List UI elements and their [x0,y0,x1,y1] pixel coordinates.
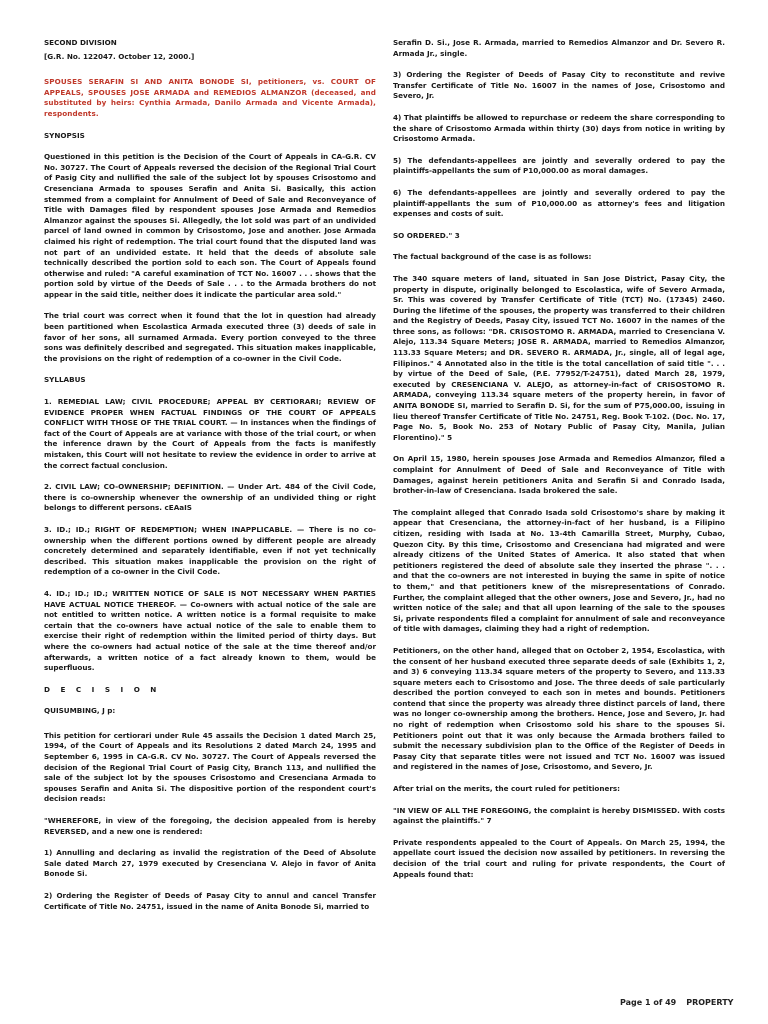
body-paragraph: 3) Ordering the Register of Deeds of Pasay City to reconstitute and revive Transfer Certificate of Title No. 16007 in the names of Jose, Crisostomo and Severo, Jr. [393,70,725,101]
ponente: QUISUMBING, J p: [44,706,116,716]
syllabus-item [44,589,376,674]
body-paragraph: Serafin D. Si., Jose R. Armada, married to Remedios Almanzor and Dr. Severo R. Armada Jr., single. [393,38,725,58]
syllabus-item-lead: 2. CIVIL LAW; CO-OWNERSHIP; DEFINITION. [44,482,224,492]
syllabus-item-body: — Co-owners with actual notice of the sale are not entitled to written notice. A written notice is a formal requisite to make certain that the co-owners have actual notice of the sale to enable them to exercise their right of redemption within the limited period of thirty days. But where the co-owners had actual notice of the sale at the time thereof and/or afterwards, a written notice of a fact already known to them, would be superfluous. [44,599,376,673]
body-paragraph: "IN VIEW OF ALL THE FOREGOING, the complaint is hereby DISMISSED. With costs against the plaintiffs." 7 [393,805,725,826]
syllabus-item-body: — Under Art. 484 of the Civil Code, there is co-ownership whenever the ownership of an undivided thing or right belongs to different persons. cEAaIS [44,482,376,513]
case-parties: SPOUSES SERAFIN SI AND ANITA BONODE SI, petitioners, vs. COURT OF APPEALS, SPOUSES JOSE ARMADA and REMEDIOS ALMANZOR (deceased, and substituted by heirs: Cynthia Armada, Danilo Armada and Vicente Armada), respondents. [44,77,376,118]
body-paragraph: After trial on the merits, the court ruled for petitioners: [393,784,621,794]
body-paragraph: 6) The defendants-appellees are jointly and severally ordered to pay the plaintiff-appellants the sum of P10,000.00 as attorney's fees and litigation expenses and costs of suit. [393,187,725,219]
syllabus-item-lead: 3. ID.; ID.; RIGHT OF REDEMPTION; WHEN INAPPLICABLE. [44,524,293,534]
decision-heading: D E C I S I O N [44,684,161,694]
page-number: Page 1 of 49 [620,998,677,1007]
syllabus-item-body: — There is no co-ownership when the different portions owned by different people are already concretely determined and separately identifiable, even if not yet technically described. This situation makes inapplicable the provision on the right of redemption of a co-owner in the Civil Code. [44,524,376,577]
syllabus-heading: SYLLABUS [44,375,86,385]
body-paragraph: The factual background of the case is as follows: [393,252,592,262]
body-paragraph: On April 15, 1980, herein spouses Jose Armada and Remedios Almanzor, filed a complaint for Annulment of Deed of Sale and Reconveyance of Title with Damages, against herein petitioners Anita and Serafin Si and Conrado Isada, brother-in-law of Cresenciana. Isada brokered the sale. [393,454,725,496]
body-paragraph: Petitioners, on the other hand, alleged that on October 2, 1954, Escolastica, with the consent of her husband executed three separate deeds of sale (Exhibits 1, 2, and 3) 6 conveying 113.34 square meters of the property to Severo, and 113.33 square meters each to Crisostomo and Jose. The three deeds of sale particularly described the portion conveyed to each son in metes and bounds. Petitioners contend that since the property was already three distinct parcels of land, there was no longer co-ownership among the brothers. Hence, Jose and Severo, Jr. had no right of redemption when Crisostomo sold his share to the spouses Si. Petitioners point out that it was only because the Armada brothers failed to submit the necessary subdivision plan to the Office of the Register of Deeds in Pasay City that separate titles were not issued and TCT No. 16007 was issued and registered in the names of Jose, Crisostomo, and Severo, Jr. [393,645,725,772]
right-column [393,38,725,891]
body-paragraph: The 340 square meters of land, situated in San Jose District, Pasay City, the property in dispute, originally belonged to Escolastica, wife of Severo Armada, Sr. This was covered by Transfer Certificate of Title (TCT) No. (17345) 2460. During the lifetime of the spouses, the property was transferred to their children and the Registry of Deeds, Pasay City, issued TCT No. 16007 in the names of the three sons, as follows: "DR. CRISOSTOMO R. ARMADA, married to Cresenciana V. Alejo, 113.34 Square Meters; JOSE R. ARMADA, married to Remedios Almanzor, 113.33 Square Meters; and DR. SEVERO R. ARMADA, Jr., single, all of legal age, Filipinos." 4 Annotated also in the title is the total cancellation of said title ". . . by virtue of the Deed of Sale, (P.E. 77952/T-24751), dated March 28, 1979, executed by CRESENCIANA V. ALEJO, as attorney-in-fact of CRISOSTOMO R. ARMADA, conveying 113.34 square meters of the property herein, in favor of ANITA BONODE SI, married to Serafin D. Si, for the sum of P75,000.00, issuing in lieu thereof Transfer Certificate of Title No. 24751, Reg. Book T-102. (Doc. No. 17, Page No. 5, Book No. 253 of Notary Public of Pasay City, Manila, Julian Florentino)." 5 [393,273,725,442]
footer-label: PROPERTY [686,998,734,1007]
synopsis-paragraph: The trial court was correct when it found that the lot in question had already been partitioned when Escolastica Armada executed three (3) deeds of sale in favor of her sons, all surnamed Armada. Every portion conveyed to the three sons was definitely described and segregated. This situation makes inapplicable, the provisions on the right of redemption of a co-owner in the Civil Code. [44,311,376,363]
decision-paragraph: 2) Ordering the Register of Deeds of Pasay City to annul and cancel Transfer Certificate of Title No. 24751, issued in the name of Anita Bonode Si, married to [44,891,376,911]
body-paragraph: Private respondents appealed to the Court of Appeals. On March 25, 1994, the appellate court issued the decision now assailed by petitioners. In reversing the decision of the trial court and ruling for private respondents, the Court of Appeals found that: [393,837,725,879]
syllabus-item [44,525,376,578]
body-paragraph: The complaint alleged that Conrado Isada sold Crisostomo's share by making it appear that Cresenciana, the attorney-in-fact of her husband, is a Filipino citizen, residing with Isada at No. 13-4th Camarilla Street, Murphy, Cubao, Quezon City. By this time, Crisostomo and Cresenciana had migrated and were already citizens of the United States of America. It also stated that when petitioners registered the deed of absolute sale they inserted the phrase ". . . and that the co-owners are not interested in buying the same in spite of notice to them," and that petitioners knew of the misrepresentations of Conrado. Further, the complaint alleged that the other owners, Jose and Severo, Jr., had no written notice of the sale; and that all upon learning of the sale to the spouses Si, private respondents filed a complaint for annulment of sale and reconveyance of title with damages, claiming they had a right of redemption. [393,507,725,634]
body-paragraph: SO ORDERED." 3 [393,230,460,240]
page-footer [620,998,743,1007]
syllabus-item [44,397,376,471]
decision-paragraph: 1) Annulling and declaring as invalid the registration of the Deed of Absolute Sale dated March 27, 1979 executed by Cresenciana V. Alejo in favor of Anita Bonode Si. [44,848,376,879]
body-paragraph: 5) The defendants-appellees are jointly and severally ordered to pay the plaintiffs-appellants the sum of P10,000.00 as moral damages. [393,155,725,176]
syllabus-item-lead: 1. REMEDIAL LAW; CIVIL PROCEDURE; APPEAL BY CERTIORARI; REVIEW OF EVIDENCE PROPER WHEN FACTUAL FINDINGS OF THE COURT OF APPEALS CONFLICT WITH THOSE OF THE TRIAL COURT. [44,397,376,428]
syllabus-item-body: — In instances when the findings of fact of the Court of Appeals are at variance with those of the trial court, or when the inference drawn by the Court of Appeals from the facts is manifestly mistaken, this Court will not hesitate to review the evidence in order to arrive at the correct factual conclusion. [44,418,376,470]
decision-paragraph: "WHEREFORE, in view of the foregoing, the decision appealed from is hereby REVERSED, and a new one is rendered: [44,816,376,836]
synopsis-paragraph: Questioned in this petition is the Decision of the Court of Appeals in CA-G.R. CV No. 30727. The Court of Appeals reversed the decision of the Regional Trial Court of Pasig City and nullified the sale of the subject lot by spouses Crisostomo and Cresenciana Armada to spouses Serafin and Anita Si. Basically, this action stemmed from a complaint for Annulment of Deed of Sale and Reconveyance of Title with Damages filed by respondent spouses Jose Armada and Remedios Almanzor against the spouses Si. Allegedly, the lot sold was part of an undivided parcel of land owned in common by Crisostomo, Jose and another. Jose Armada claimed his right of redemption. The trial court found that the disputed land was not part of an undivided estate. It held that the deeds of absolute sale technically described the portion sold to each son. The Court of Appeals found otherwise and ruled: "A careful examination of TCT No. 16007 . . . shows that the portion sold by virtue of the Deeds of Sale . . . to the Armada brothers do not appear in the said title, neither does it indicate the particular area sold." [44,152,376,299]
left-column [44,38,376,923]
syllabus-item [44,482,376,514]
division-label: SECOND DIVISION [44,38,117,47]
syllabus-item-lead: 4. ID.; ID.; ID.; WRITTEN NOTICE OF SALE IS NOT NECESSARY WHEN PARTIES HAVE ACTUAL NOTICE THEREOF. [44,588,376,609]
body-paragraph: 4) That plaintiffs be allowed to repurchase or redeem the share corresponding to the share of Crisostomo Armada within thirty (30) days from notice in writing by Crisostomo Armada. [393,112,725,144]
case-number: [G.R. No. 122047. October 12, 2000.] [44,51,195,61]
synopsis-heading: SYNOPSIS [44,130,85,140]
decision-paragraph: This petition for certiorari under Rule 45 assails the Decision 1 dated March 25, 1994, of the Court of Appeals and its Resolutions 2 dated March 24, 1995 and September 6, 1995 in CA-G.R. CV No. 30727. The Court of Appeals reversed the decision of the Regional Trial Court of Pasig City, Branch 113, and nullified the sale of the subject lot by the spouses Crisostomo and Cresenciana Armada to spouses Serafin and Anita Si. The dispositive portion of the respondent court's decision reads: [44,730,376,804]
